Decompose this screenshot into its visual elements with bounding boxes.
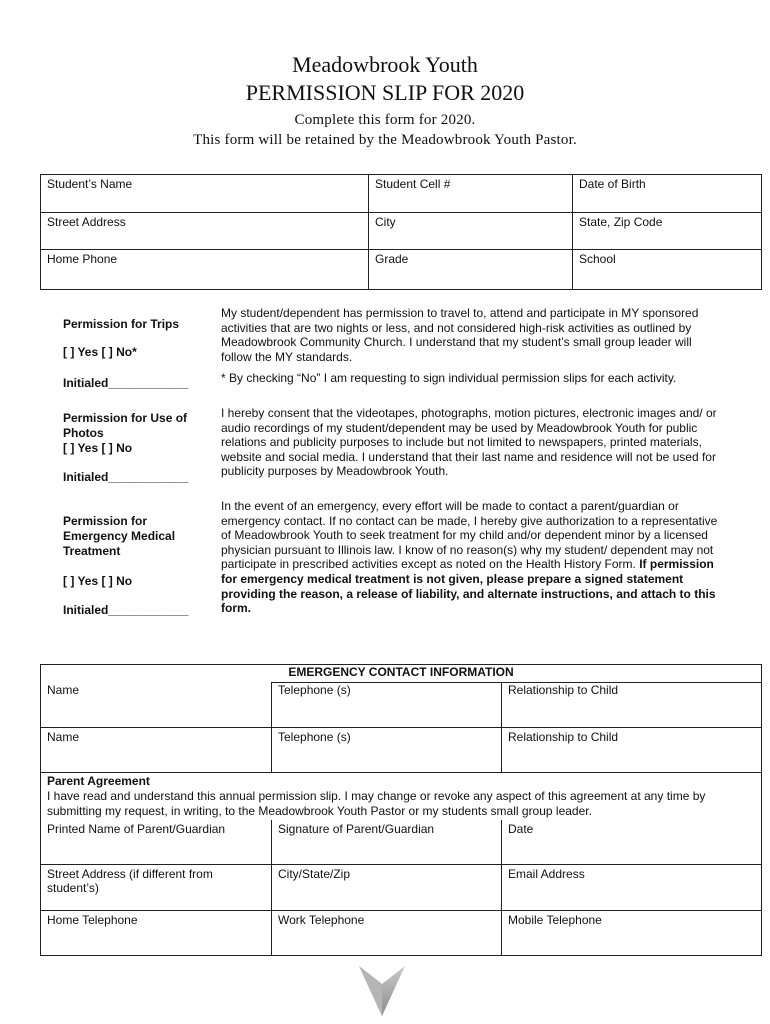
- medical-heading-line-1: Permission for: [63, 514, 148, 528]
- photos-heading: [63, 411, 203, 441]
- agreement-heading: Parent Agreement: [47, 774, 150, 788]
- field-label: Relationship to Child: [508, 683, 619, 697]
- date-of-birth-field[interactable]: [573, 175, 762, 213]
- field-label: Signature of Parent/Guardian: [278, 821, 435, 836]
- medical-text-regular: In the event of an emergency, every effort will be made to contact a parent/guardian or emergency contact. If no contact can be made, I hereby give authorization to a representative of Meadowbrook Youth to seek treatment for my child and/or dependent minor by a licensed physician pursuant to Illinois law. I know of no reason(s) why my student/ dependent may not participate in prescribed activities except as noted on the Health History Form.: [221, 499, 718, 572]
- field-label: Work Telephone: [278, 913, 365, 927]
- trips-options[interactable]: [ ] Yes [ ] No*: [63, 345, 137, 359]
- org-title: Meadowbrook Youth: [292, 52, 478, 77]
- emergency-telephone-1-field[interactable]: [272, 683, 502, 728]
- photos-heading-line-1: Permission for Use of: [63, 411, 188, 425]
- field-label: Date: [508, 821, 534, 836]
- trips-note: * By checking “No” I am requesting to sign individual permission slips for each activity.: [221, 371, 677, 385]
- photos-text: I hereby consent that the videotapes, photographs, motion pictures, electronic images and/ or audio recordings of my student/dependent may be used by Meadowbrook Youth for public relations and publicity purposes to include but not limited to newspapers, printed materials, website and social media. I understand that their last name and residence will not be used for publicity purposes by Meadowbrook Youth.: [221, 406, 717, 479]
- city-field[interactable]: [369, 213, 573, 250]
- field-label: Home Phone: [47, 252, 118, 266]
- field-label: Street Address (if different from student’s): [47, 867, 213, 895]
- school-field[interactable]: [573, 250, 762, 290]
- medical-initialed[interactable]: Initialed____________: [63, 603, 189, 617]
- grade-field[interactable]: [369, 250, 573, 290]
- agreement-text: I have read and understand this annual permission slip. I may change or revoke any aspect of this agreement at any time by submitting my request, in writing, to the Meadowbrook Youth Pastor or my students small group leader.: [47, 789, 706, 818]
- field-label: City: [375, 215, 396, 229]
- field-label: Name: [47, 682, 80, 697]
- agreement-cell: [41, 773, 762, 820]
- trips-text: My student/dependent has permission to travel to, attend and participate in MY sponsored activities that are two nights or less, and not considered high-risk activities as outlined by Meadowbrook Community Church. I understand that my student’s small group leader will follow the MY standards.: [221, 306, 699, 364]
- field-label: Relationship to Child: [508, 730, 619, 744]
- field-label: Grade: [375, 252, 409, 266]
- parent-street-address-field[interactable]: [41, 865, 272, 911]
- mobile-telephone-field[interactable]: [502, 911, 762, 956]
- emergency-telephone-2-field[interactable]: [272, 728, 502, 773]
- date-field[interactable]: [502, 820, 762, 865]
- field-label: Telephone (s): [278, 683, 351, 697]
- field-label: Email Address: [508, 867, 585, 881]
- field-label: Student’s Name: [47, 177, 133, 191]
- home-phone-field[interactable]: [41, 250, 369, 290]
- photos-heading-line-2: Photos: [63, 426, 104, 440]
- medical-options[interactable]: [ ] Yes [ ] No: [63, 574, 133, 588]
- medical-heading: [63, 514, 203, 559]
- medical-text-bold: If permission for emergency medical treatment is not given, please prepare a signed statement providing the reason, a release of liability, and alternate instructions, and attach to this form.: [221, 557, 716, 616]
- street-address-field[interactable]: [41, 213, 369, 250]
- field-label: Student Cell #: [375, 177, 451, 191]
- student-name-field[interactable]: [41, 175, 369, 213]
- trips-heading: Permission for Trips: [63, 317, 180, 331]
- medical-text: [221, 499, 721, 616]
- emergency-name-1-field[interactable]: [41, 683, 272, 728]
- subtitle-line-2: This form will be retained by the Meadowbrook Youth Pastor.: [193, 132, 577, 148]
- email-address-field[interactable]: [502, 865, 762, 911]
- emergency-relationship-1-field[interactable]: [502, 683, 762, 728]
- medical-heading-line-2: Emergency Medical: [63, 529, 176, 543]
- work-telephone-field[interactable]: [272, 911, 502, 956]
- medical-heading-line-3: Treatment: [63, 544, 121, 558]
- form-title: PERMISSION SLIP FOR 2020: [245, 80, 525, 105]
- photos-initialed[interactable]: Initialed____________: [63, 470, 189, 484]
- field-label: City/State/Zip: [278, 867, 351, 881]
- emergency-contact-table: [40, 664, 762, 773]
- student-info-table: [40, 174, 762, 290]
- home-telephone-field[interactable]: [41, 911, 272, 956]
- field-label: Telephone (s): [278, 730, 351, 744]
- state-zip-field[interactable]: [573, 213, 762, 250]
- emergency-relationship-2-field[interactable]: [502, 728, 762, 773]
- emergency-title: EMERGENCY CONTACT INFORMATION: [288, 665, 514, 679]
- city-state-zip-field[interactable]: [272, 865, 502, 911]
- field-label: Mobile Telephone: [508, 913, 602, 927]
- field-label: State, Zip Code: [579, 215, 663, 229]
- emergency-name-2-field[interactable]: [41, 728, 272, 773]
- field-label: Street Address: [47, 215, 126, 229]
- signature-field[interactable]: [272, 820, 502, 865]
- field-label: School: [579, 252, 616, 266]
- photos-options[interactable]: [ ] Yes [ ] No: [63, 441, 133, 455]
- field-label: Date of Birth: [579, 177, 646, 191]
- field-label: Home Telephone: [47, 913, 138, 927]
- parent-agreement-table: [40, 772, 762, 956]
- student-cell-field[interactable]: [369, 175, 573, 213]
- chevron-logo-icon: [357, 962, 407, 1018]
- emergency-title-cell: [41, 665, 762, 683]
- field-label: Name: [47, 730, 80, 744]
- subtitle-line-1: Complete this form for 2020.: [294, 112, 476, 128]
- printed-name-field[interactable]: [41, 820, 272, 865]
- field-label: Printed Name of Parent/Guardian: [47, 821, 226, 836]
- trips-initialed[interactable]: Initialed____________: [63, 376, 189, 390]
